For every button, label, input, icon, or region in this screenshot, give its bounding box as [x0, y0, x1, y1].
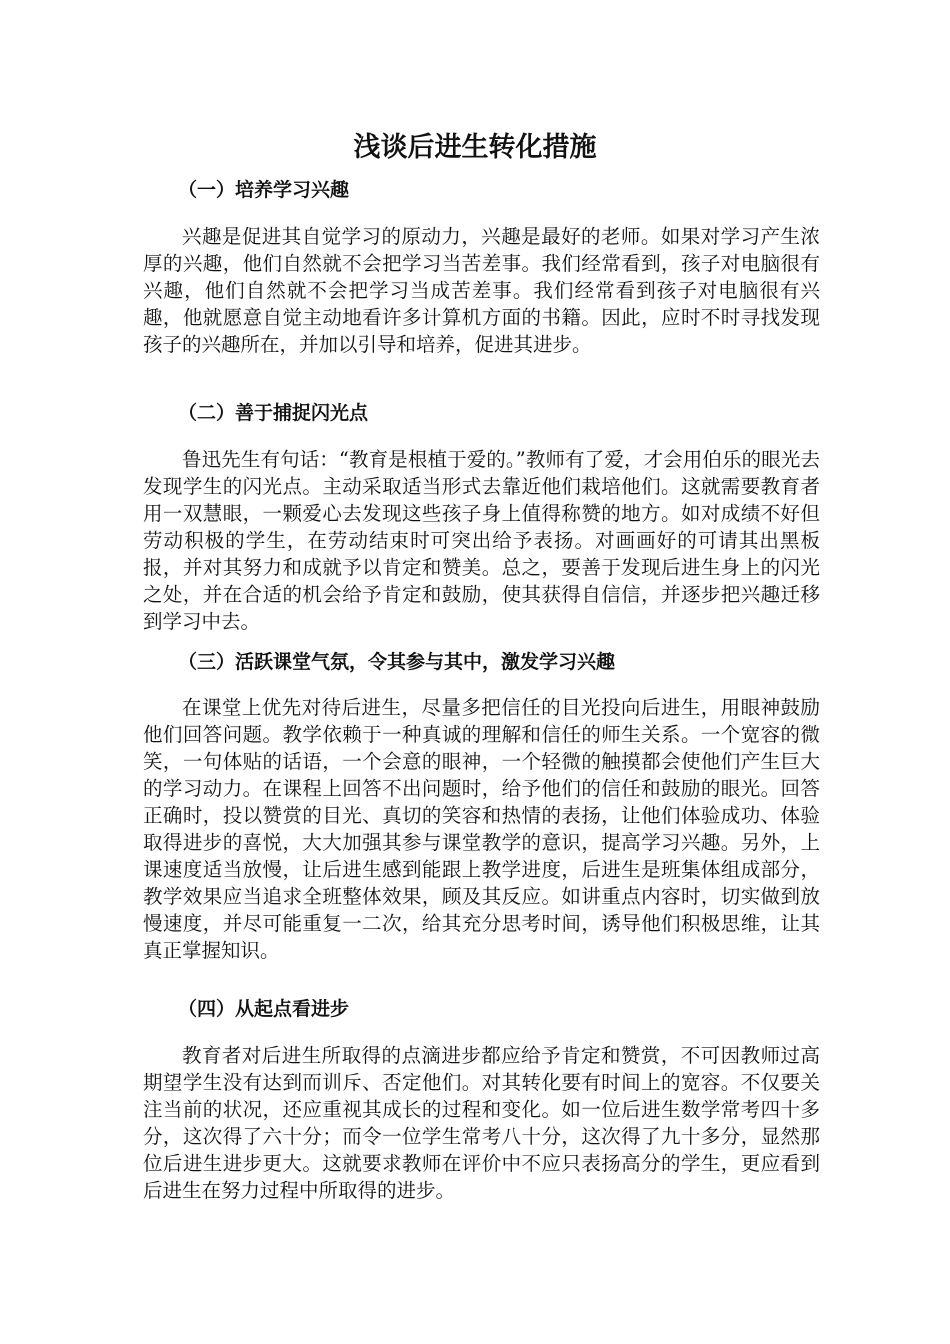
- section-paragraph-2: 鲁迅先生有句话：“教育是根植于爱的。”教师有了爱，才会用伯乐的眼光去发现学生的闪光点。主动采取适当形式去靠近他们栽培他们。这就需要教育者用一双慧眼，一颗爱心去发现这些孩子身上值得称赞的地方。如对成绩不好但劳动积极的学生，在劳动结束时可突出给予表扬。对画画好的可请其出黑板报，并对其努力和成就予以肯定和赞美。总之，要善于发现后进生身上的闪光之处，并在合适的机会给予肯定和鼓励，使其获得自信信，并逐步把兴趣迁移到学习中去。: [143, 448, 820, 633]
- section-heading-4: （四）从起点看进步: [178, 998, 350, 1020]
- document-title: 浅谈后进生转化措施: [353, 132, 597, 163]
- section-paragraph-3: 在课堂上优先对待后进生，尽量多把信任的目光投向后进生，用眼神鼓励他们回答问题。教学依赖于一种真诚的理解和信任的师生关系。一个宽容的微笑，一句体贴的话语，一个会意的眼神，一个轻微的触摸都会使他们产生巨大的学习动力。在课程上回答不出问题时，给予他们的信任和鼓励的眼光。回答正确时，投以赞赏的目光、真切的笑容和热情的表扬，让他们体验成功、体验取得进步的喜悦，大大加强其参与课堂教学的意识，提高学习兴趣。另外，上课速度适当放慢，让后进生感到能跟上教学进度，后进生是班集体组成部分，教学效果应当追求全班整体效果，顾及其反应。如讲重点内容时，切实做到放慢速度，并尽可能重复一二次，给其充分思考时间，诱导他们积极思维，让其真正掌握知识。: [143, 696, 820, 962]
- section-paragraph-1: 兴趣是促进其自觉学习的原动力，兴趣是最好的老师。如果对学习产生浓厚的兴趣，他们自然就不会把学习当苦差事。我们经常看到，孩子对电脑很有兴趣，他们自然就不会把学习当成苦差事。我们经常看到孩子对电脑很有兴趣，他就愿意自觉主动地看许多计算机方面的书籍。因此，应时不时寻找发现孩子的兴趣所在，并加以引导和培养，促进其进步。: [143, 225, 820, 356]
- section-heading-1: （一）培养学习兴趣: [178, 179, 350, 201]
- section-heading-2: （二）善于捕捉闪光点: [178, 402, 369, 424]
- section-heading-3: （三）活跃课堂气氛，令其参与其中，激发学习兴趣: [178, 651, 616, 673]
- section-paragraph-4: 教育者对后进生所取得的点滴进步都应给予肯定和赞赏，不可因教师过高期望学生没有达到而训斥、否定他们。对其转化要有时间上的宽容。不仅要关注当前的状况，还应重视其成长的过程和变化。如一位后进生数学常考四十多分，这次得了六十分；而令一位学生常考八十分，这次得了九十多分，显然那位后进生进步更大。这就要求教师在评价中不应只表扬高分的学生，更应看到后进生在努力过程中所取得的进步。: [143, 1044, 820, 1202]
